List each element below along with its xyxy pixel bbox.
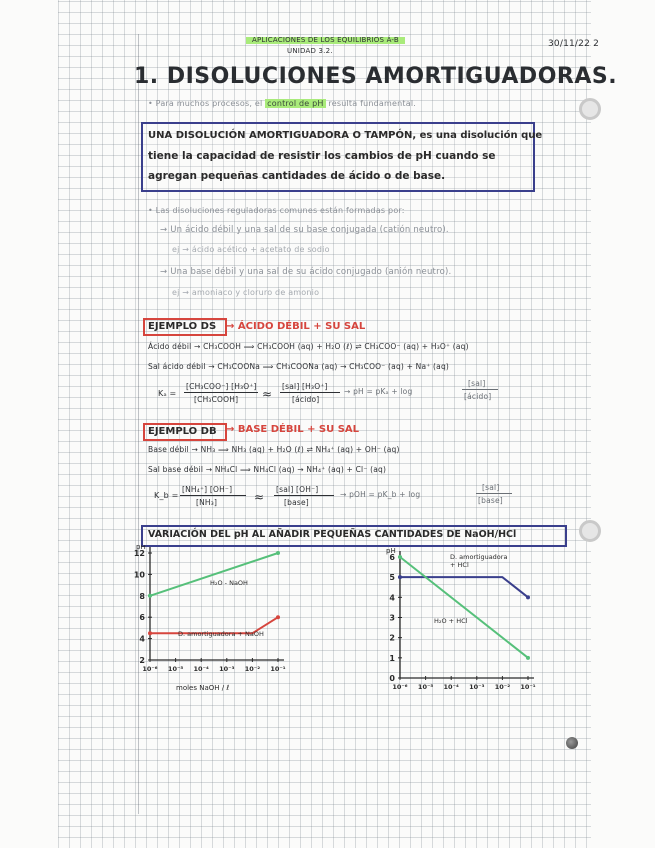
chart-naoh xyxy=(128,545,298,695)
variation-heading: VARIACIÓN DEL pH AL AÑADIR PEQUEÑAS CANTIDADES DE NaOH/HCl xyxy=(148,529,517,540)
page-title: 1. DISOLUCIONES AMORTIGUADORAS. xyxy=(134,64,618,89)
page-left-edge xyxy=(0,0,58,848)
y-tick-label: 3 xyxy=(389,613,395,623)
page-right-edge xyxy=(591,0,655,848)
ka-fraction-bar-2 xyxy=(280,392,340,393)
data-point xyxy=(148,594,152,598)
data-point xyxy=(276,615,280,619)
x-axis-label: moles NaOH / ℓ xyxy=(176,684,230,692)
formation-intro: • Las disoluciones reguladoras comunes están formadas por: xyxy=(148,206,405,215)
data-point xyxy=(526,656,530,660)
x-tick-label: 10⁻² xyxy=(494,683,511,691)
intro-after: resulta fundamental. xyxy=(328,99,416,108)
y-tick-label: 2 xyxy=(389,633,395,643)
definition-line-2: tiene la capacidad de resistir los cambios de pH cuando se xyxy=(148,150,496,162)
formation-item-2: → Una base débil y una sal de su ácido conjugado (anión neutro). xyxy=(160,267,452,277)
y-tick-label: 6 xyxy=(139,613,145,623)
poh-numerator: [sal] xyxy=(482,483,500,492)
punch-hole xyxy=(566,737,578,749)
ka-lhs: Kₐ = xyxy=(158,389,177,398)
y-tick-label: 6 xyxy=(389,553,395,562)
intro-before: • Para muchos procesos, el xyxy=(148,99,263,108)
x-tick-label: 10⁻¹ xyxy=(270,665,286,673)
y-tick-label: 10 xyxy=(133,570,145,580)
kb-numerator: [NH₄⁺] [OH⁻] xyxy=(182,485,233,494)
example-2-line-2: Sal base débil → NH₄Cl ⟹ NH₄Cl (aq) → NH₄⁺ (aq) + Cl⁻ (aq) xyxy=(148,465,387,474)
x-tick-label: 10⁻⁶ xyxy=(142,665,158,673)
definition-line-1: UNA DISOLUCIÓN AMORTIGUADORA O TAMPÓN, es una disolución que xyxy=(148,130,543,141)
example-1-line-1: Ácido débil → CH₃COOH ⟹ CH₃COOH (aq) + H₂O (ℓ) ⇌ CH₃COO⁻ (aq) + H₃O⁺ (aq) xyxy=(148,342,469,351)
example-2-title: → BASE DÉBIL + SU SAL xyxy=(226,424,360,435)
chart-hcl xyxy=(368,545,548,695)
x-tick-label: 10⁻³ xyxy=(469,683,485,691)
x-tick-label: 10⁻⁵ xyxy=(417,683,434,691)
header-unit: UNIDAD 3.2. xyxy=(287,47,333,55)
header-topic: APLICACIONES DE LOS EQUILIBRIOS Á-B xyxy=(246,37,405,44)
series-label-2: H₂O + HCl xyxy=(434,617,468,625)
y-tick-label: 4 xyxy=(389,593,395,603)
ka-numerator: [CH₃COO⁻] [H₃O⁺] xyxy=(186,382,257,391)
series-label-1: D. amortiguadora + HCl xyxy=(450,553,508,569)
y-tick-label: 12 xyxy=(133,549,145,558)
ph-equation: → pH = pKₐ + log xyxy=(344,387,413,396)
approx-sign: ≈ xyxy=(262,387,273,401)
series-label-1: H₂O - NaOH xyxy=(210,579,248,587)
intro-highlight: control de pH xyxy=(267,99,324,108)
example-1-line-2: Sal ácido débil → CH₃COONa ⟹ CH₃COONa (aq) → CH₃COO⁻ (aq) + Na⁺ (aq) xyxy=(148,362,450,371)
y-tick-label: 4 xyxy=(139,634,145,644)
x-tick-label: 10⁻⁵ xyxy=(167,665,184,673)
series-line-1 xyxy=(150,553,278,596)
intro-bullet xyxy=(148,100,416,108)
kb-denominator: [NH₃] xyxy=(196,498,218,507)
header-date: 30/11/22 2 xyxy=(548,39,600,49)
poh-fraction-bar xyxy=(476,493,512,494)
series-line-2 xyxy=(400,557,528,658)
x-tick-label: 10⁻³ xyxy=(219,665,235,673)
y-tick-label: 2 xyxy=(139,656,145,665)
ka-denominator: [CH₃COOH] xyxy=(194,395,239,404)
kb-numerator-2: [sal] [OH⁻] xyxy=(276,485,319,494)
formation-item-1: → Un ácido débil y una sal de su base conjugada (catión neutro). xyxy=(160,225,449,235)
y-tick-label: 5 xyxy=(389,573,395,583)
ka-fraction-bar xyxy=(184,392,258,393)
ka-denominator-2: [ácido] xyxy=(292,395,320,404)
formation-item-1-example: ej → ácido acético + acetato de sodio xyxy=(172,245,330,254)
x-tick-label: 10⁻¹ xyxy=(520,683,536,691)
margin-line xyxy=(138,34,139,814)
ph-numerator: [sal] xyxy=(468,379,486,388)
ph-fraction-bar xyxy=(462,389,498,390)
definition-line-3: agregan pequeñas cantidades de ácido o de base. xyxy=(148,170,446,182)
x-tick-label: 10⁻⁶ xyxy=(392,683,408,691)
approx-sign-2: ≈ xyxy=(254,490,265,504)
ka-numerator-2: [sal] [H₃O⁺] xyxy=(282,382,328,391)
series-label-2: D. amortiguadora + NaOH xyxy=(178,630,264,638)
y-tick-label: 8 xyxy=(139,591,145,601)
binder-ring-hole xyxy=(579,98,601,120)
x-tick-label: 10⁻⁴ xyxy=(193,665,209,673)
example-2-line-1: Base débil → NH₃ ⟹ NH₃ (aq) + H₂O (ℓ) ⇌ NH₄⁺ (aq) + OH⁻ (aq) xyxy=(148,445,400,454)
example-1-title: → ÁCIDO DÉBIL + SU SAL xyxy=(226,321,366,332)
formation-item-2-example: ej → amoniaco y cloruro de amonio xyxy=(172,288,320,297)
example-2-label: EJEMPLO DB xyxy=(148,426,217,437)
data-point xyxy=(276,551,280,555)
data-point xyxy=(148,631,152,635)
kb-lhs: K_b = xyxy=(154,491,179,500)
y-tick-label: 1 xyxy=(389,653,395,663)
series-line-1 xyxy=(400,577,528,597)
data-point xyxy=(398,555,402,559)
data-point xyxy=(398,575,402,579)
kb-fraction-bar xyxy=(180,495,246,496)
ph-denominator: [ácido] xyxy=(464,392,492,401)
example-1-label: EJEMPLO DS xyxy=(148,321,217,332)
x-tick-label: 10⁻⁴ xyxy=(443,683,459,691)
x-tick-label: 10⁻² xyxy=(244,665,261,673)
data-point xyxy=(526,595,530,599)
y-tick-label: 0 xyxy=(389,674,395,683)
poh-equation: → pOH = pK_b + log xyxy=(340,490,421,499)
y-axis-label: pH xyxy=(386,547,396,555)
poh-denominator: [base] xyxy=(478,496,503,505)
kb-denominator-2: [base] xyxy=(284,498,309,507)
binder-ring-hole xyxy=(579,520,601,542)
kb-fraction-bar-2 xyxy=(274,495,334,496)
y-axis-label: pH xyxy=(136,545,146,551)
